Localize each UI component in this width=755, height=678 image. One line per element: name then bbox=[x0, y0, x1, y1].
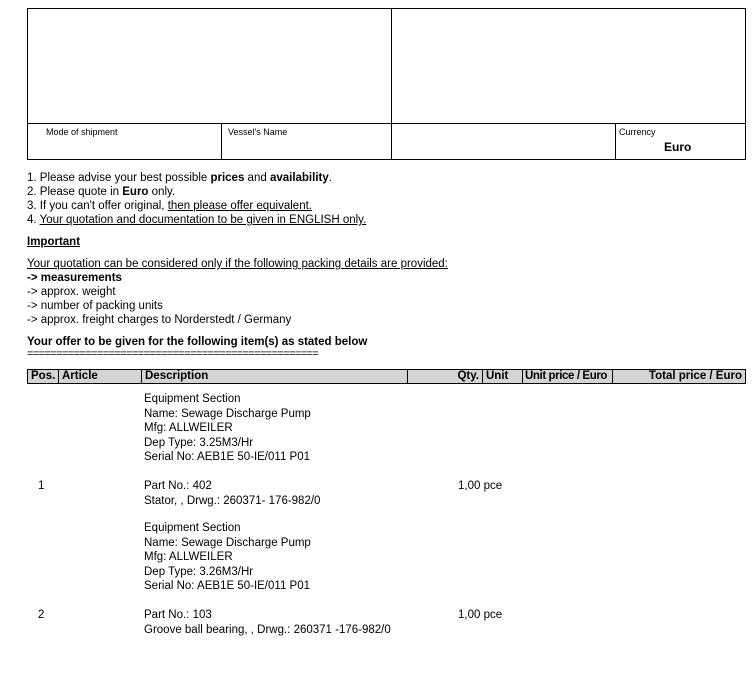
equipment-section-block: Equipment Section Name: Sewage Discharge Pump Mfg: ALLWEILER Dep Type: 3.25M3/Hr Serial No: AEB1E 50-IE/011 P01 bbox=[144, 393, 311, 463]
vessel-name-label: Vessel's Name bbox=[228, 127, 288, 137]
column-header-pos: Pos. bbox=[31, 370, 56, 382]
packing-item: -> approx. weight bbox=[27, 286, 116, 298]
item-qty: 1,00 pce bbox=[458, 480, 503, 492]
packing-item: -> approx. freight charges to Norderstedt / Germany bbox=[27, 314, 292, 326]
mode-of-shipment-cell bbox=[27, 123, 222, 160]
packing-item: -> number of packing units bbox=[27, 300, 163, 312]
important-heading: Important bbox=[27, 236, 81, 248]
part-description: Part No.: 402 Stator, , Drwg.: 260371- 176-982/0 bbox=[144, 480, 321, 507]
packing-details-intro: Your quotation can be considered only if the following packing details are provided: bbox=[27, 258, 448, 270]
vessel-name-cell bbox=[221, 123, 392, 160]
instruction-2: 2. Please quote in Euro only. bbox=[27, 186, 176, 198]
item-pos: 1 bbox=[38, 480, 45, 492]
column-header-description: Description bbox=[141, 370, 208, 383]
upper-left-cell bbox=[27, 8, 392, 124]
column-header-unit: Unit bbox=[482, 370, 522, 383]
item-qty: 1,00 pce bbox=[458, 609, 503, 621]
instruction-1: 1. Please advise your best possible prices and availability. bbox=[27, 172, 332, 184]
blank-cell bbox=[391, 123, 616, 160]
offer-rule: ================================================== bbox=[27, 348, 319, 360]
currency-label: Currency bbox=[619, 127, 656, 137]
column-header-total-price: Total price / Euro bbox=[612, 370, 745, 383]
equipment-section-block: Equipment Section Name: Sewage Discharge Pump Mfg: ALLWEILER Dep Type: 3.26M3/Hr Serial No: AEB1E 50-IE/011 P01 bbox=[144, 522, 311, 592]
instruction-4: 4. Your quotation and documentation to be given in ENGLISH only. bbox=[27, 214, 367, 226]
part-description: Part No.: 103 Groove ball bearing, , Drwg.: 260371 -176-982/0 bbox=[144, 609, 391, 636]
currency-cell bbox=[615, 123, 746, 160]
offer-heading: Your offer to be given for the following item(s) as stated below bbox=[27, 336, 368, 348]
mode-of-shipment-label: Mode of shipment bbox=[46, 127, 118, 137]
items-table-header bbox=[27, 369, 746, 384]
column-header-qty: Qty. bbox=[407, 370, 482, 383]
packing-item: -> measurements bbox=[27, 272, 122, 284]
column-header-article: Article bbox=[58, 370, 98, 383]
item-pos: 2 bbox=[38, 609, 45, 621]
currency-value: Euro bbox=[664, 140, 692, 154]
column-header-unit-price: Unit price / Euro bbox=[522, 370, 612, 383]
upper-right-cell bbox=[391, 8, 746, 124]
instruction-3: 3. If you can't offer original, then please offer equivalent. bbox=[27, 200, 312, 212]
